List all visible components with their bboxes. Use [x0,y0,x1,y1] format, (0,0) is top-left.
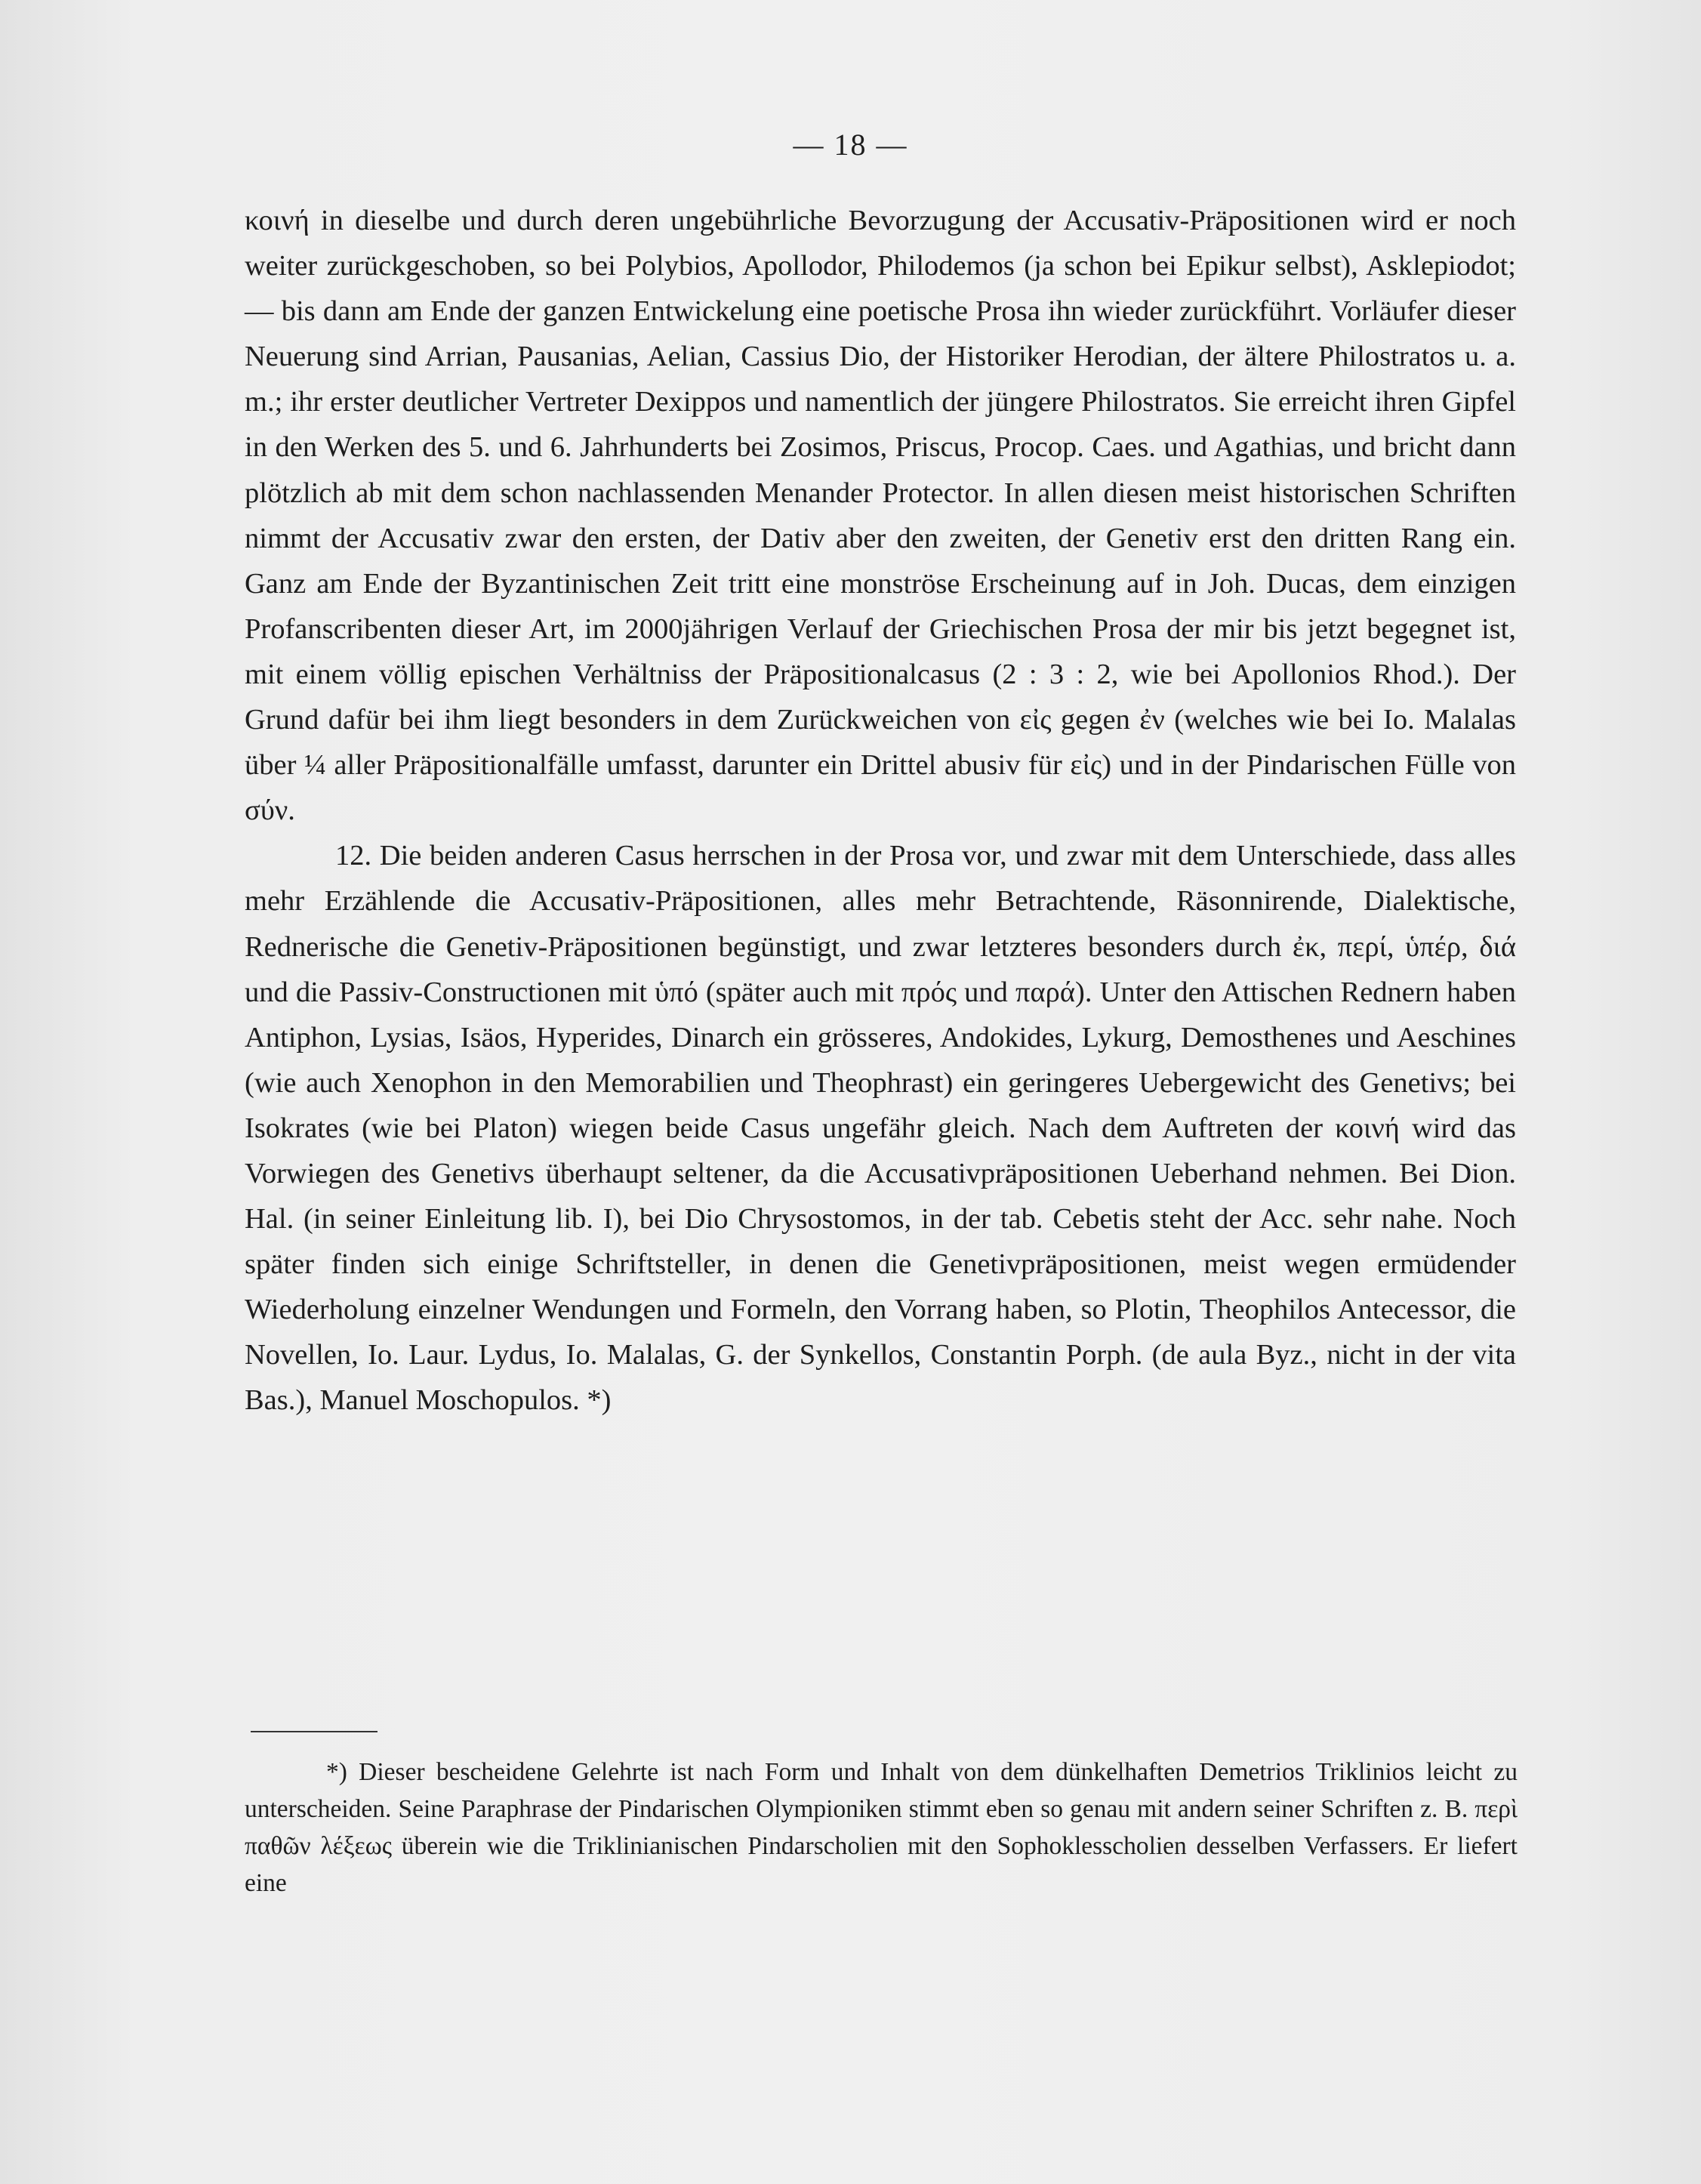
footnote: *) Dieser bescheidene Gelehrte ist nach Form und Inhalt von dem dünkelhaften Demetrios Triklinios leicht zu unterscheiden. Seine Paraphrase der Pindarischen Olympioniken stimmt eben so genau mit andern seiner Schriften z. B. περὶ παθῶν λέξεως überein wie die Triklinianischen Pindarscholien mit den Sophoklesscholien desselben Verfassers. Er liefert eine [245,1758,1518,1897]
paragraph: κοινή in dieselbe und durch deren ungebührliche Bevorzugung der Accusativ-Präpositionen wird er noch weiter zurückgeschoben, so bei Polybios, Apollodor, Philodemos (ja schon bei Epikur selbst), Asklepiodot; — bis dann am Ende der ganzen Entwickelung eine poetische Prosa ihn wieder zurückführt. Vorläufer dieser Neuerung sind Arrian, Pausanias, Aelian, Cassius Dio, der Historiker Herodian, der ältere Philostratos u. a. m.; ihr erster deutlicher Vertreter Dexippos und namentlich der jüngere Philostratos. Sie erreicht ihren Gipfel in den Werken des 5. und 6. Jahrhunderts bei Zosimos, Priscus, Procop. Caes. und Agathias, und bricht dann plötzlich ab mit dem schon nachlassenden Menander Protector. In allen diesen meist historischen Schriften nimmt der Accusativ zwar den ersten, der Dativ aber den zweiten, der Genetiv erst den dritten Rang ein. Ganz am Ende der Byzantinischen Zeit tritt eine monströse Erscheinung auf in Joh. Ducas, dem einzigen Profanscribenten dieser Art, im 2000jährigen Verlauf der Griechischen Prosa der mir bis jetzt begegnet ist, mit einem völlig epischen Verhältniss der Präpositionalcasus (2 : 3 : 2, wie bei Apollonios Rhod.). Der Grund dafür bei ihm liegt besonders in dem Zurückweichen von εἰς gegen ἐν (welches wie bei Io. Malalas über ¼ aller Präpositionalfälle umfasst, darunter ein Drittel abusiv für εἰς) und in der Pindarischen Fülle von σύν. [245,205,1516,827]
page-number: — 18 — [793,128,908,162]
main-text [245,198,1516,1424]
footnote-divider [251,1731,377,1732]
paragraph: 12. Die beiden anderen Casus herrschen in der Prosa vor, und zwar mit dem Unterschiede, dass alles mehr Erzählende die Accusativ-Präpositionen, alles mehr Betrachtende, Räsonnirende, Dialektische, Rednerische die Genetiv-Präpositionen begünstigt, und zwar letzteres besonders durch ἐκ, περί, ὑπέρ, διά und die Passiv-Constructionen mit ὑπό (später auch mit πρός und παρά). Unter den Attischen Rednern haben Antiphon, Lysias, Isäos, Hyperides, Dinarch ein grösseres, Andokides, Lykurg, Demosthenes und Aeschines (wie auch Xenophon in den Memorabilien und Theophrast) ein geringeres Uebergewicht des Genetivs; bei Isokrates (wie bei Platon) wiegen beide Casus ungefähr gleich. Nach dem Auftreten der κοινή wird das Vorwiegen des Genetivs überhaupt seltener, da die Accusativpräpositionen Ueberhand nehmen. Bei Dion. Hal. (in seiner Einleitung lib. I), bei Dio Chrysostomos, in der tab. Cebetis steht der Acc. sehr nahe. Noch später finden sich einige Schriftsteller, in denen die Genetivpräpositionen, meist wegen ermüdender Wiederholung einzelner Wendungen und Formeln, den Vorrang haben, so Plotin, Theophilos Antecessor, die Novellen, Io. Laur. Lydus, Io. Malalas, G. der Synkellos, Constantin Porph. (de aula Byz., nicht in der vita Bas.), Manuel Moschopulos. *) [245,840,1516,1417]
